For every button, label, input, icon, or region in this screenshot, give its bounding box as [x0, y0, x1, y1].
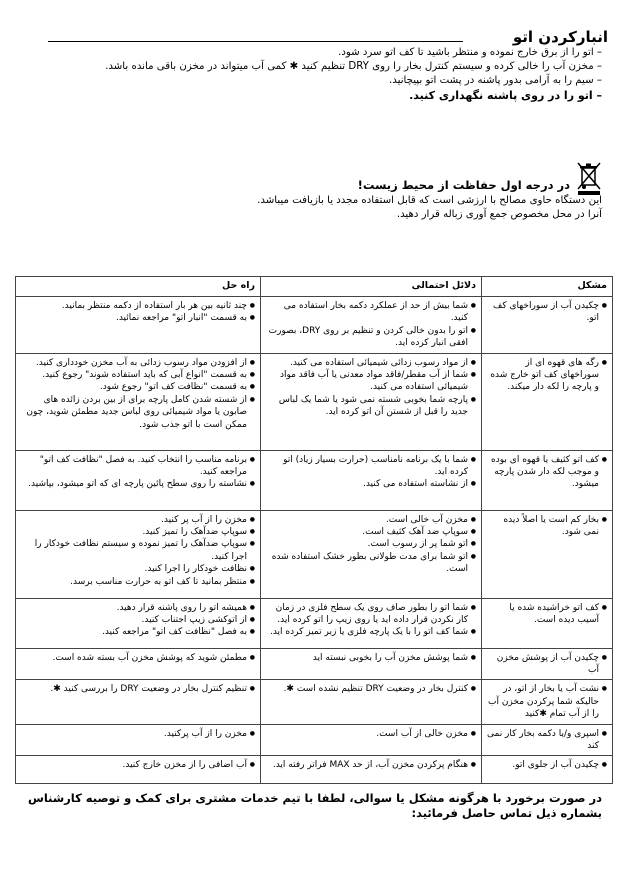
problem-cell	[482, 648, 613, 680]
environment-text	[42, 194, 602, 222]
problem-list	[487, 357, 607, 394]
list-item: ● نظافت خودکار را اجرا کنید.	[21, 563, 255, 575]
list-item: ● شما پوشش مخزن آب را بخوبی نبسته اید	[266, 652, 476, 664]
title-underline	[48, 41, 463, 42]
problem-list	[487, 602, 607, 627]
problem-list	[487, 300, 607, 325]
table-row	[16, 756, 613, 784]
causes-list	[266, 514, 476, 576]
list-item: ● از اتوکشی زیپ اجتناب کنید.	[21, 614, 255, 626]
solutions-list	[21, 759, 255, 771]
list-item: ● هنگام پرکردن مخزن آب، از حد MAX فراتر رفته اید.	[266, 759, 476, 771]
list-item: ● چند ثانیه بین هر بار استفاده از دکمه منتظر بمانید.	[21, 300, 255, 312]
storage-step-3: – سیم را به آرامی بدور پاشنه در پشت اتو بپیچانید.	[389, 75, 602, 87]
problem-cell	[482, 756, 613, 784]
causes-list	[266, 759, 476, 771]
solutions-cell	[16, 680, 261, 724]
solutions-list	[21, 652, 255, 664]
footer-line-1: در صورت برخورد با هرگونه مشکل یا سوالی، لطفا با تیم خدمات مشتری برای کمک و توصیه کارشناس	[27, 791, 602, 805]
list-item: ● رگه های قهوه ای از سوراخهای کف اتو خارج شده و پارچه را لکه دار میکند.	[487, 357, 607, 394]
list-item: ● کنترل بخار در وضعیت DRY تنظیم نشده است ✱.	[266, 683, 476, 695]
list-item: ● آب اضافی را از مخزن خارج کنید.	[21, 759, 255, 771]
environment-section	[22, 148, 602, 228]
list-item: ● به فصل "نظافت کف اتو" مراجعه کنید.	[21, 626, 255, 638]
causes-list	[266, 728, 476, 740]
problem-cell	[482, 724, 613, 756]
list-item: ● شما بیش از حد از عملکرد دکمه بخار استفاده می کنید.	[266, 300, 476, 325]
problem-cell	[482, 680, 613, 724]
causes-cell	[261, 724, 482, 756]
environment-line-1: این دستگاه حاوی مصالح با ارزشی است که قابل استفاده مجدد یا بازیافت میباشد.	[257, 195, 602, 206]
causes-cell	[261, 648, 482, 680]
list-item: ● از افزودن مواد رسوب زدائی به آب مخزن خودداری کنید.	[21, 357, 255, 369]
table-row	[16, 598, 613, 648]
list-item: ● سوپاپ ضد آهک کثیف است.	[266, 526, 476, 538]
problem-cell	[482, 450, 613, 510]
list-item: ● به قسمت "نظافت کف اتو" رجوع شود.	[21, 381, 255, 393]
causes-list	[266, 357, 476, 419]
table-row	[16, 450, 613, 510]
storage-step-4: – اتو را در روی پاشنه نگهداری کنید.	[409, 88, 602, 102]
list-item: ● سوپاپ ضدآهک را تمیز کنید.	[21, 526, 255, 538]
problem-list	[487, 728, 607, 753]
table-row	[16, 510, 613, 598]
list-item: ● بخار کم است یا اصلاً دیده نمی شود.	[487, 514, 607, 539]
crossed-out-wheelie-bin-icon	[576, 160, 602, 196]
list-item: ● شما از آب مقطر/فاقد مواد معدنی یا آب فاقد مواد شیمیائی استفاده می کنید.	[266, 369, 476, 394]
table-row	[16, 353, 613, 450]
causes-cell	[261, 598, 482, 648]
storage-step-2: – مخزن آب را خالی کرده و سیستم کنترل بخار را روی DRY تنظیم کنید ✱ کمی آب میتواند در مخزن باقی مانده باشد.	[105, 61, 602, 73]
list-item: ● کف اتو خراشیده شده یا آسیب دیده است.	[487, 602, 607, 627]
list-item: ● مخزن را از آب پرکنید.	[21, 728, 255, 740]
solutions-list	[21, 357, 255, 431]
problem-list	[487, 454, 607, 491]
solutions-list	[21, 728, 255, 740]
problem-list	[487, 514, 607, 539]
solutions-list	[21, 602, 255, 639]
storage-title: انبارکردن اتو	[512, 28, 608, 46]
causes-cell	[261, 756, 482, 784]
causes-cell	[261, 450, 482, 510]
storage-instructions	[42, 46, 602, 103]
list-item: ● شما کف اتو را با یک پارچه فلزی یا زبر تمیز کرده اید.	[266, 626, 476, 638]
solutions-list	[21, 454, 255, 491]
problem-cell	[482, 598, 613, 648]
header-causes: دلائل احتمالی	[261, 277, 482, 297]
solutions-cell	[16, 598, 261, 648]
support-contact-note	[17, 791, 602, 821]
solutions-cell	[16, 724, 261, 756]
list-item: ● اسپری و/یا دکمه بخار کار نمی کند	[487, 728, 607, 753]
header-problem: مشکل	[482, 277, 613, 297]
solutions-cell	[16, 648, 261, 680]
environment-heading: در درجه اول حفاظت از محیط زیست!	[357, 178, 570, 192]
solutions-cell	[16, 450, 261, 510]
list-item: ● سوپاپ ضدآهک را تمیز نموده و سیستم نظافت خودکار را اجرا کنید.	[21, 538, 255, 563]
list-item: ● از شسته شدن کامل پارچه برای از بین بردن زائده های صابون یا مواد شیمیائی روی لباس جدید مطمئن شوید، چون ممکن است با اتو جذب شود.	[21, 394, 255, 431]
table-header-row	[16, 277, 613, 297]
table-body	[16, 297, 613, 784]
storage-step-1: – اتو را از برق خارج نموده و منتظر باشید تا کف اتو سرد شود.	[338, 47, 602, 58]
solutions-list	[21, 683, 255, 695]
causes-cell	[261, 353, 482, 450]
list-item: ● نشاسته را روی سطح پائین پارچه ای که اتو میشود، بپاشید.	[21, 478, 255, 490]
list-item: ● اتو شما پر از رسوب است.	[266, 538, 476, 550]
list-item: ● اتو را بدون خالی کردن و تنظیم بر روی DRY، بصورت افقی انبار کرده اید.	[266, 325, 476, 350]
list-item: ● چکیدن آب از جلوی اتو.	[487, 759, 607, 771]
list-item: ● مخزن را از آب پر کنید.	[21, 514, 255, 526]
solutions-list	[21, 514, 255, 588]
problem-cell	[482, 353, 613, 450]
causes-list	[266, 602, 476, 639]
solutions-cell	[16, 297, 261, 354]
list-item: ● مطمئن شوید که پوشش مخزن آب بسته شده است.	[21, 652, 255, 664]
footer-line-2: بشماره ذیل تماس حاصل فرمائید:	[411, 806, 602, 820]
causes-cell	[261, 680, 482, 724]
causes-list	[266, 652, 476, 664]
list-item: ● شما با یک برنامه نامناسب (حرارت بسیار زیاد) اتو کرده اید.	[266, 454, 476, 479]
list-item: ● شما اتو را بطور صاف روی یک سطح فلزی در زمان کار نکردن قرار داده اید یا روی زیپ را اتو کرده اید.	[266, 602, 476, 627]
table-row	[16, 297, 613, 354]
solutions-cell	[16, 756, 261, 784]
table-row	[16, 680, 613, 724]
problem-list	[487, 759, 607, 771]
list-item: ● به قسمت "انواع آبی که باید استفاده شوند" رجوع کنید.	[21, 369, 255, 381]
troubleshooting-table	[15, 276, 613, 784]
list-item: ● پارچه شما بخوبی شسته نمی شود یا شما یک لباس جدید را قبل از شستن آن اتو کرده اید.	[266, 394, 476, 419]
list-item: ● مخزن خالی از آب است.	[266, 728, 476, 740]
problem-list	[487, 652, 607, 677]
list-item: ● از نشاسته استفاده می کنید.	[266, 478, 476, 490]
list-item: ● منتظر بمانید تا کف اتو به حرارت مناسب برسد.	[21, 576, 255, 588]
list-item: ● چکیدن آب از سوراخهای کف اتو.	[487, 300, 607, 325]
causes-cell	[261, 510, 482, 598]
list-item: ● از مواد رسوب زدائی شیمیائی استفاده می کنید.	[266, 357, 476, 369]
list-item: ● اتو شما برای مدت طولانی بطور خشک استفاده شده است.	[266, 551, 476, 576]
causes-list	[266, 683, 476, 695]
causes-list	[266, 454, 476, 491]
causes-list	[266, 300, 476, 350]
list-item: ● کف اتو کثیف یا قهوه ای بوده و موجب لکه دار شدن پارچه میشود.	[487, 454, 607, 491]
list-item: ● مخزن آب خالی است.	[266, 514, 476, 526]
table-row	[16, 724, 613, 756]
list-item: ● همیشه اتو را روی پاشنه قرار دهید.	[21, 602, 255, 614]
table-row	[16, 648, 613, 680]
list-item: ● برنامه مناسب را انتخاب کنید. به فصل "نظافت کف اتو" مراجعه کنید.	[21, 454, 255, 479]
list-item: ● تنظیم کنترل بخار در وضعیت DRY را بررسی کنید ✱.	[21, 683, 255, 695]
environment-line-2: آنرا در محل مخصوص جمع آوری زباله قرار دهید.	[396, 209, 602, 220]
list-item: ● چکیدن آب از پوشش مخزن آب	[487, 652, 607, 677]
problem-cell	[482, 297, 613, 354]
solutions-list	[21, 300, 255, 325]
list-item: ● نشت آب یا بخار از اتو، در حالیکه شما پرکردن مخزن آب را از آب تمام ✱کنید	[487, 683, 607, 720]
problem-cell	[482, 510, 613, 598]
solutions-cell	[16, 353, 261, 450]
problem-list	[487, 683, 607, 720]
list-item: ● به قسمت "انبار اتو" مراجعه نمائید.	[21, 312, 255, 324]
header-solutions: راه حل	[16, 277, 261, 297]
causes-cell	[261, 297, 482, 354]
solutions-cell	[16, 510, 261, 598]
